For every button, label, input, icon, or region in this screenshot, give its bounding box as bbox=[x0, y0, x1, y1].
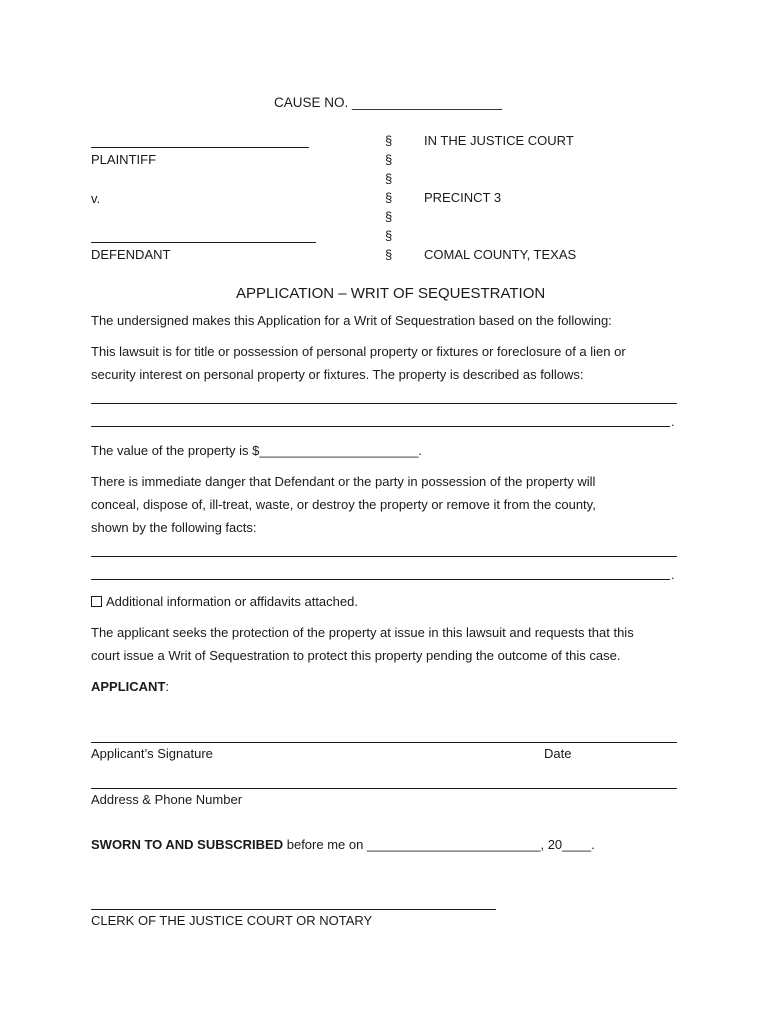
protection-text-line1: The applicant seeks the protection of the property at issue in this lawsuit and requests that this bbox=[91, 625, 634, 640]
address-line[interactable] bbox=[91, 788, 677, 789]
additional-info-option[interactable] bbox=[91, 594, 358, 609]
facts-line[interactable] bbox=[91, 556, 677, 557]
section-symbol: § bbox=[385, 228, 393, 243]
county: COMAL COUNTY, TEXAS bbox=[424, 247, 577, 262]
lawsuit-text-line2: security interest on personal property or fixtures. The property is described as follows: bbox=[91, 367, 584, 382]
clerk-signature-line[interactable] bbox=[91, 909, 496, 910]
danger-text-line3: shown by the following facts: bbox=[91, 520, 257, 535]
section-symbol: § bbox=[385, 171, 393, 186]
lawsuit-text-line1: This lawsuit is for title or possession of personal property or fixtures or foreclosure of a lien or bbox=[91, 344, 626, 359]
danger-text-line2: conceal, dispose of, ill-treat, waste, or destroy the property or remove it from the county, bbox=[91, 497, 596, 512]
sworn-statement[interactable] bbox=[91, 837, 595, 852]
clerk-label: CLERK OF THE JUSTICE COURT OR NOTARY bbox=[91, 913, 373, 928]
sworn-date-field[interactable]: before me on ________________________, 20____. bbox=[283, 837, 595, 852]
property-description-line[interactable] bbox=[91, 403, 677, 404]
court-name: IN THE JUSTICE COURT bbox=[424, 133, 574, 148]
defendant-name-line bbox=[91, 242, 316, 243]
section-symbol: § bbox=[385, 247, 393, 262]
defendant-label: DEFENDANT bbox=[91, 247, 171, 262]
section-symbol: § bbox=[385, 209, 393, 224]
date-label: Date bbox=[544, 746, 572, 761]
period: . bbox=[671, 567, 675, 582]
section-symbol: § bbox=[385, 133, 393, 148]
document-title: APPLICATION – WRIT OF SEQUESTRATION bbox=[236, 285, 546, 302]
danger-text-line1: There is immediate danger that Defendant or the party in possession of the property will bbox=[91, 474, 596, 489]
colon: : bbox=[165, 679, 170, 694]
precinct: PRECINCT 3 bbox=[424, 190, 502, 205]
additional-info-label: Additional information or affidavits attached. bbox=[106, 594, 358, 609]
period: . bbox=[671, 414, 675, 429]
sworn-bold-text: SWORN TO AND SUBSCRIBED bbox=[91, 837, 284, 852]
protection-text-line2: court issue a Writ of Sequestration to protect this property pending the outcome of this case. bbox=[91, 648, 621, 663]
section-symbol: § bbox=[385, 152, 393, 167]
signature-line[interactable] bbox=[91, 742, 677, 743]
plaintiff-label: PLAINTIFF bbox=[91, 152, 157, 167]
applicant-heading bbox=[91, 679, 169, 694]
property-description-line[interactable] bbox=[91, 426, 670, 427]
address-label: Address & Phone Number bbox=[91, 792, 243, 807]
signature-label: Applicant’s Signature bbox=[91, 746, 213, 761]
plaintiff-name-line bbox=[91, 147, 309, 148]
intro-text: The undersigned makes this Application for a Writ of Sequestration based on the following: bbox=[91, 313, 612, 328]
facts-line[interactable] bbox=[91, 579, 670, 580]
versus-label: v. bbox=[91, 191, 101, 206]
applicant-label: APPLICANT bbox=[91, 679, 166, 694]
property-value-field[interactable]: The value of the property is $______________________. bbox=[91, 443, 423, 458]
checkbox[interactable] bbox=[91, 596, 102, 607]
section-symbol: § bbox=[385, 190, 393, 205]
cause-number: CAUSE NO. ____________________ bbox=[274, 95, 503, 110]
